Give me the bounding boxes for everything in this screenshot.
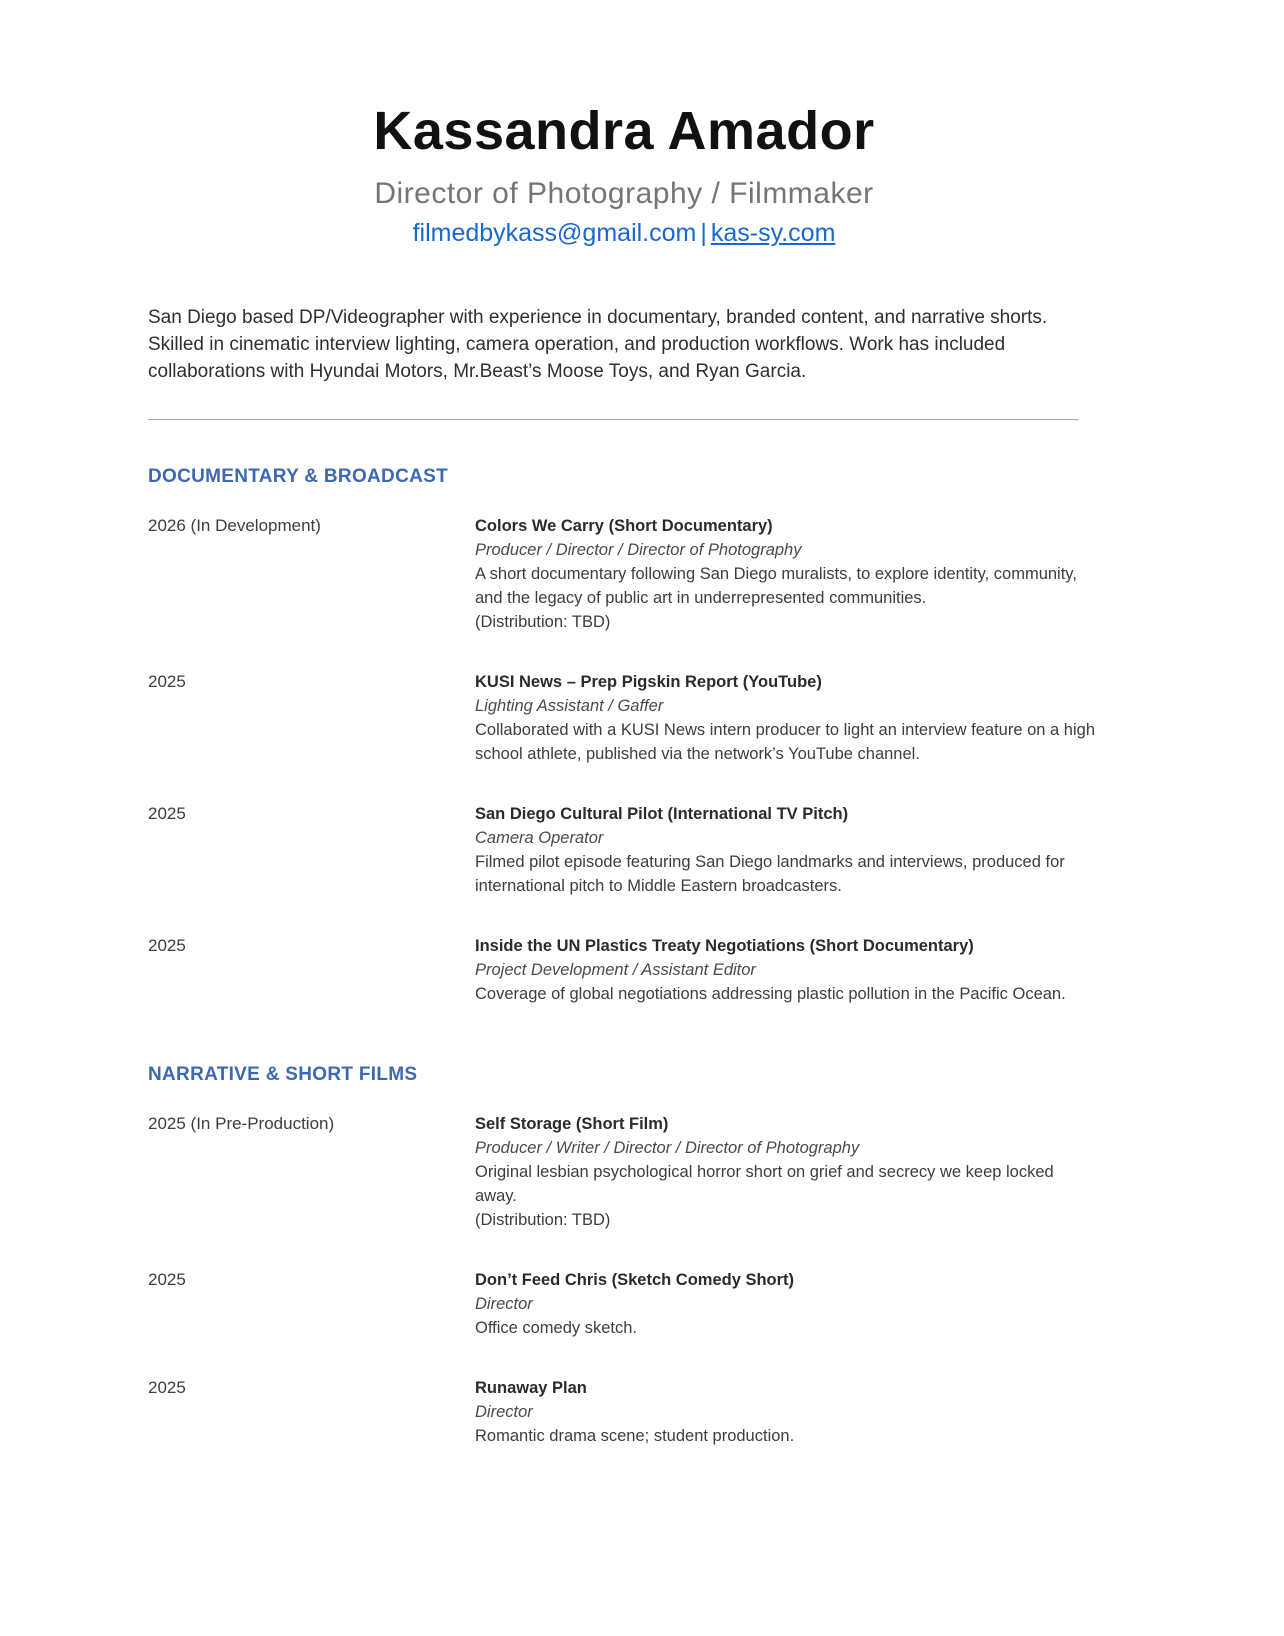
entry-body xyxy=(475,1112,1100,1232)
entry-body xyxy=(475,1268,1100,1340)
entry-title: Runaway Plan xyxy=(475,1379,587,1398)
section-entries xyxy=(148,514,1100,1006)
entry-title: Self Storage (Short Film) xyxy=(475,1115,669,1134)
entry-title: KUSI News – Prep Pigskin Report (YouTube) xyxy=(475,673,822,692)
section-heading: DOCUMENTARY & BROADCAST xyxy=(148,466,448,488)
resume-entry xyxy=(148,1376,1100,1448)
entry-year: 2025 (In Pre-Production) xyxy=(148,1114,335,1134)
entry-body xyxy=(475,514,1100,634)
entry-title: Don’t Feed Chris (Sketch Comedy Short) xyxy=(475,1271,795,1290)
resume-entry xyxy=(148,802,1100,898)
resume-section xyxy=(148,466,1100,1006)
entry-year: 2025 xyxy=(148,936,186,956)
entry-body xyxy=(475,670,1100,766)
entry-title: San Diego Cultural Pilot (International TV Pitch) xyxy=(475,805,849,824)
entry-description: A short documentary following San Diego muralists, to explore identity, community, and the legacy of public art in underrepresented communities. xyxy=(475,565,1077,608)
section-entries xyxy=(148,1112,1100,1448)
sections-container xyxy=(148,466,1100,1448)
section-heading: NARRATIVE & SHORT FILMS xyxy=(148,1064,418,1086)
resume-entry xyxy=(148,670,1100,766)
entry-note: (Distribution: TBD) xyxy=(475,1211,611,1230)
entry-year: 2026 (In Development) xyxy=(148,516,321,536)
entry-role: Producer / Director / Director of Photography xyxy=(475,541,802,560)
entry-role: Lighting Assistant / Gaffer xyxy=(475,697,664,716)
divider xyxy=(148,419,1078,420)
entry-role: Director xyxy=(475,1295,533,1314)
entry-body xyxy=(475,1376,1100,1448)
entry-description: Original lesbian psychological horror short on grief and secrecy we keep locked away. xyxy=(475,1163,1054,1206)
entry-role: Director xyxy=(475,1403,533,1422)
entry-note: (Distribution: TBD) xyxy=(475,613,611,632)
resume-section xyxy=(148,1064,1100,1448)
website-link[interactable]: kas-sy.com xyxy=(710,219,836,248)
resume-entry xyxy=(148,934,1100,1006)
summary-paragraph: San Diego based DP/Videographer with experience in documentary, branded content, and narrative shorts. Skilled in cinematic interview lighting, camera operation, and production workflows. Work has included collaborations with Hyundai Motors, Mr.Beast’s Moose Toys, and Ryan Garcia. xyxy=(148,307,1048,383)
entry-year: 2025 xyxy=(148,672,186,692)
entry-description: Collaborated with a KUSI News intern producer to light an interview feature on a high school athlete, published via the network’s YouTube channel. xyxy=(475,721,1096,764)
person-name: Kassandra Amador xyxy=(373,101,875,161)
entry-title: Inside the UN Plastics Treaty Negotiations (Short Documentary) xyxy=(475,937,974,956)
entry-body xyxy=(475,934,1100,1006)
entry-role: Camera Operator xyxy=(475,829,604,848)
entry-role: Producer / Writer / Director / Director of Photography xyxy=(475,1139,860,1158)
resume-entry xyxy=(148,1268,1100,1340)
entry-year: 2025 xyxy=(148,1270,186,1290)
person-job-title: Director of Photography / Filmmaker xyxy=(374,177,874,211)
resume-entry xyxy=(148,1112,1100,1232)
entry-description: Filmed pilot episode featuring San Diego landmarks and interviews, produced for international pitch to Middle Eastern broadcasters. xyxy=(475,853,1065,896)
resume-entry xyxy=(148,514,1100,634)
entry-body xyxy=(475,802,1100,898)
entry-title: Colors We Carry (Short Documentary) xyxy=(475,517,773,536)
entry-description: Coverage of global negotiations addressing plastic pollution in the Pacific Ocean. xyxy=(475,985,1066,1004)
entry-role: Project Development / Assistant Editor xyxy=(475,961,756,980)
contact-line xyxy=(148,219,1100,248)
contact-separator: | xyxy=(700,219,707,248)
entry-description: Office comedy sketch. xyxy=(475,1319,638,1338)
entry-description: Romantic drama scene; student production. xyxy=(475,1427,795,1446)
entry-year: 2025 xyxy=(148,804,186,824)
resume-header xyxy=(148,0,1100,248)
entry-year: 2025 xyxy=(148,1378,186,1398)
email-link[interactable]: filmedbykass@gmail.com xyxy=(412,219,697,248)
